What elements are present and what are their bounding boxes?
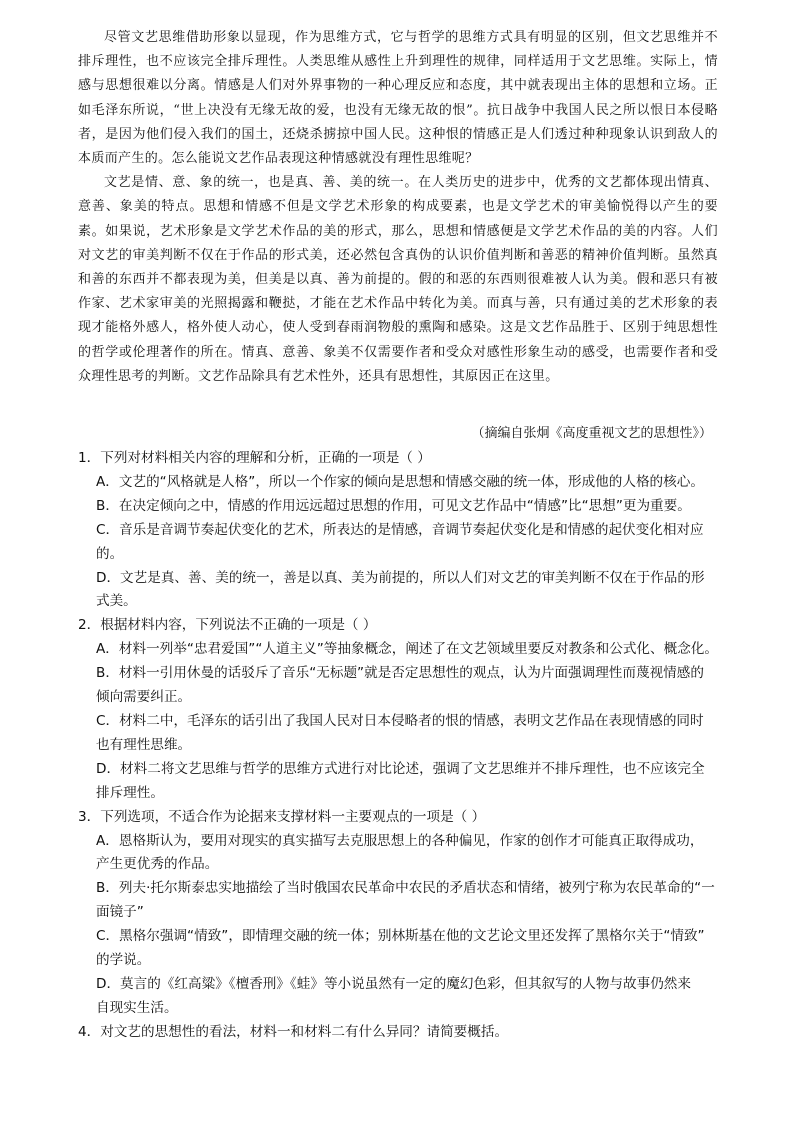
question-4 bbox=[78, 1021, 722, 1045]
question-3 bbox=[78, 806, 722, 1021]
option-d-continued: 排斥理性。 bbox=[96, 784, 164, 801]
option-b-continued: 面镜子” bbox=[96, 904, 144, 921]
question-2 bbox=[78, 614, 722, 805]
option-d: D．材料二将文艺思维与哲学的思维方式进行对比论述，强调了文艺思维并不排斥理性，也不应该完全 bbox=[96, 760, 705, 777]
question-1 bbox=[78, 447, 722, 614]
option-b: B．列夫·托尔斯泰忠实地描绘了当时俄国农民革命中农民的矛盾状态和情绪，被列宁称为农民革命的“一 bbox=[96, 880, 715, 897]
option-c: C．黑格尔强调“情致”，即情理交融的统一体；别林斯基在他的文艺论文里还发挥了黑格尔关于“情致” bbox=[96, 928, 705, 945]
question-stem: 4．对文艺的思想性的看法，材料一和材料二有什么异同？请简要概括。 bbox=[78, 1023, 509, 1040]
option-d: D．文艺是真、善、美的统一，善是以真、美为前提的，所以人们对文艺的审美判断不仅在于作品的形 bbox=[96, 569, 705, 586]
option-a: A．文艺的“风格就是人格”，所以一个作家的倾向是思想和情感交融的统一体，形成他的人格的核心。 bbox=[96, 473, 704, 490]
reading-passage bbox=[78, 26, 718, 389]
option-c: C．材料二中，毛泽东的话引出了我国人民对日本侵略者的恨的情感，表明文艺作品在表现情感的同时 bbox=[96, 712, 704, 729]
option-c-continued: 的。 bbox=[96, 545, 124, 562]
question-stem: 2．根据材料内容，下列说法不正确的一项是（ ） bbox=[78, 617, 377, 634]
option-d-continued: 自现实生活。 bbox=[96, 999, 178, 1016]
question-stem: 3．下列选项，不适合作为论据来支撑材料一主要观点的一项是（ ） bbox=[78, 808, 486, 825]
option-c-continued: 也有理性思维。 bbox=[96, 736, 192, 753]
question-stem: 1．下列对材料相关内容的理解和分析，正确的一项是（ ） bbox=[78, 450, 431, 466]
option-d: D．莫言的《红高粱》《檀香刑》《蛙》等小说虽然有一定的魔幻色彩，但其叙写的人物与故事仍然来 bbox=[96, 975, 691, 992]
option-a: A．恩格斯认为，要用对现实的真实描写去克服思想上的各种偏见，作家的创作才可能真正取得成功， bbox=[96, 832, 704, 849]
option-d-continued: 式美。 bbox=[96, 593, 137, 610]
passage-paragraph-1: 尽管文艺思维借助形象以显现，作为思维方式，它与哲学的思维方式具有明显的区别，但文艺思维并不排斥理性，也不应该完全排斥理性。人类思维从感性上升到理性的规律，同样适用于文艺思维。实际上，情感与思想很难以分离。情感是人们对外界事物的一种心理反应和态度，其中就表现出主体的思想和立场。正如毛泽东所说，“世上决没有无缘无故的爱，也没有无缘无故的恨”。抗日战争中我国人民之所以恨日本侵略者，是因为他们侵入我们的国土，还烧杀掳掠中国人民。这种恨的情感正是人们透过种种现象认识到敌人的本质而产生的。怎么能说文艺作品表现这种情感就没有理性思维呢？ bbox=[78, 30, 718, 167]
passage-paragraph-2: 文艺是情、意、象的统一，也是真、善、美的统一。在人类历史的进步中，优秀的文艺都体现出情真、意善、象美的特点。思想和情感不但是文学艺术形象的构成要素，也是文学艺术的审美愉悦得以产生的要素。如果说，艺术形象是文学艺术作品的美的形式，那么，思想和情感便是文学艺术作品的美的内容。人们对文艺的审美判断不仅在于作品的形式美，还必然包含真伪的认识价值判断和善恶的精神价值判断。虽然真和善的东西并不都表现为美，但美是以真、善为前提的。假的和恶的东西则很难被人认为美。假和恶只有被作家、艺术家审美的光照揭露和鞭挞，才能在艺术作品中转化为美。而真与善，只有通过美的艺术形象的表现才能格外感人，格外使人动心，使人受到春雨润物般的熏陶和感染。这是文艺作品胜于、区别于纯思想性的哲学或伦理著作的所在。情真、意善、象美不仅需要作者和受众对感性形象生动的感受，也需要作者和受众理性思考的判断。文艺作品除具有艺术性外，还具有思想性，其原因正在这里。 bbox=[78, 175, 718, 384]
option-c: C．音乐是音调节奏起伏变化的艺术，所表达的是情感，音调节奏起伏变化是和情感的起伏变化相对应 bbox=[96, 521, 704, 538]
option-b: B．在决定倾向之中，情感的作用远远超过思想的作用，可见文艺作品中“情感”比“思想”更为重要。 bbox=[96, 497, 691, 514]
source-citation: （摘编自张炯《高度重视文艺的思想性》） bbox=[471, 426, 712, 441]
option-c-continued: 的学说。 bbox=[96, 952, 151, 969]
question-list bbox=[78, 447, 722, 1045]
option-a-continued: 产生更优秀的作品。 bbox=[96, 856, 219, 873]
option-b-continued: 倾向需要纠正。 bbox=[96, 689, 192, 706]
option-a: A．材料一列举“忠君爱国”“人道主义”等抽象概念，阐述了在文艺领域里要反对教条和公式化、概念化。 bbox=[96, 641, 718, 658]
option-b: B．材料一引用休曼的话驳斥了音乐“无标题”就是否定思想性的观点，认为片面强调理性而蔑视情感的 bbox=[96, 665, 704, 682]
